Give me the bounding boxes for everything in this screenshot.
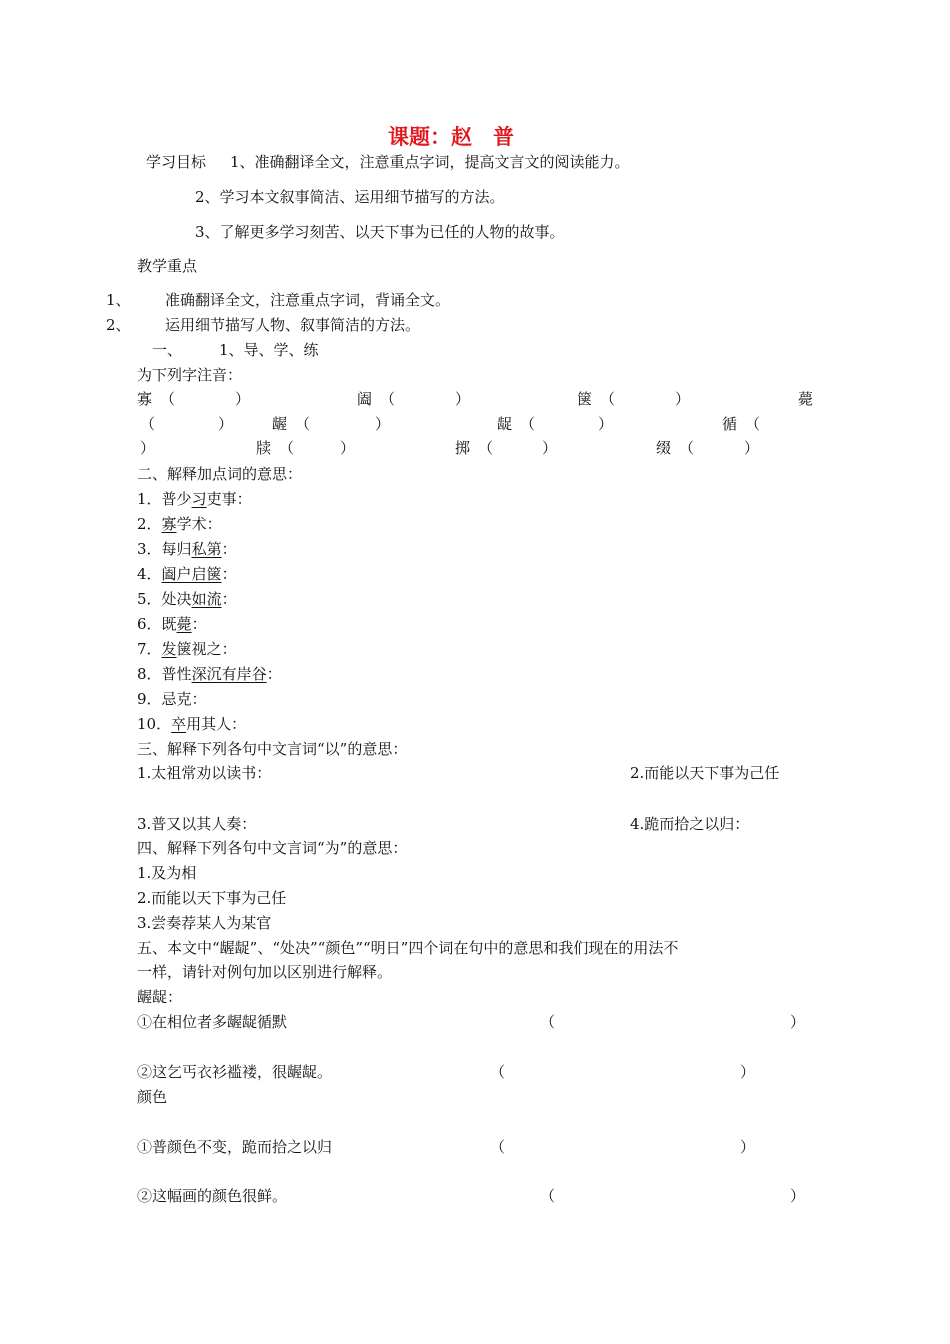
sec2-item: 9．忌克： bbox=[137, 690, 207, 708]
sec5-example: ①普颜色不变，跪而拾之以归 bbox=[137, 1138, 333, 1156]
sec3-item-4: 4.跪而拾之以归： bbox=[630, 815, 750, 833]
pinyin-rparen: ） bbox=[542, 439, 558, 457]
pinyin-char-gua: 寡 bbox=[137, 390, 153, 408]
pinyin-char-du: 牍 bbox=[256, 439, 272, 457]
sec4-item-1: 1.及为相 bbox=[137, 864, 197, 882]
sec3-heading: 三、解释下列各句中文言词“以”的意思： bbox=[137, 740, 408, 758]
answer-rparen: ） bbox=[740, 1138, 756, 1156]
focus-num-2: 2、 bbox=[106, 316, 131, 334]
pinyin-lparen: （ bbox=[520, 415, 536, 433]
pinyin-char-zhi: 掷 bbox=[455, 439, 471, 457]
pinyin-char-qie: 箧 bbox=[577, 390, 593, 408]
sec5-example: ①在相位者多龌龊循默 bbox=[137, 1013, 288, 1031]
focus-heading: 教学重点 bbox=[137, 257, 198, 275]
answer-lparen: （ bbox=[540, 1013, 556, 1031]
focus-num-1: 1、 bbox=[106, 291, 131, 309]
part1-title: 1、导、学、练 bbox=[219, 341, 319, 359]
pinyin-lparen: （ bbox=[478, 439, 494, 457]
sec5-word-yanse: 颜色 bbox=[137, 1088, 168, 1106]
focus-item-1: 准确翻译全文，注意重点字词，背诵全文。 bbox=[165, 291, 451, 309]
pinyin-lparen: （ bbox=[295, 415, 311, 433]
pinyin-rparen: ） bbox=[455, 390, 471, 408]
sec2-item: 2．寡学术： bbox=[137, 515, 222, 533]
sec2-item: 5．处决如流： bbox=[137, 590, 237, 608]
answer-rparen: ） bbox=[790, 1013, 806, 1031]
pinyin-char-zhui: 缀 bbox=[656, 439, 672, 457]
pinyin-rparen: ） bbox=[744, 439, 760, 457]
sec5-heading-line1: 五、本文中“龌龊”、“处决”“颜色”“明日”四个词在句中的意思和我们现在的用法不 bbox=[137, 939, 679, 957]
answer-lparen: （ bbox=[490, 1138, 506, 1156]
goal-item-3: 3、了解更多学习刻苦、以天下事为已任的人物的故事。 bbox=[195, 223, 565, 241]
sec2-item: 7．发箧视之： bbox=[137, 640, 237, 658]
pinyin-lparen: （ bbox=[140, 415, 156, 433]
sec5-example: ②这幅画的颜色很鲜。 bbox=[137, 1187, 288, 1205]
pinyin-char-xun: 循 bbox=[722, 415, 738, 433]
answer-lparen: （ bbox=[540, 1187, 556, 1205]
pinyin-rparen: ） bbox=[140, 439, 156, 457]
sec4-item-2: 2.而能以天下事为己任 bbox=[137, 889, 287, 907]
sec2-item: 4．阖户启箧： bbox=[137, 565, 237, 583]
pinyin-char-he: 阖 bbox=[357, 390, 373, 408]
sec5-heading-line2: 一样，请针对例句加以区别进行解释。 bbox=[137, 963, 393, 981]
answer-rparen: ） bbox=[790, 1187, 806, 1205]
goals-label: 学习目标 bbox=[146, 153, 207, 171]
answer-lparen: （ bbox=[490, 1063, 506, 1081]
sec2-item: 10．卒用其人： bbox=[137, 715, 247, 733]
pinyin-char-hong: 薨 bbox=[798, 390, 814, 408]
sec2-heading: 二、解释加点词的意思： bbox=[137, 465, 303, 483]
answer-rparen: ） bbox=[740, 1063, 756, 1081]
page-title: 课题：赵 普 bbox=[388, 125, 514, 149]
pinyin-rparen: ） bbox=[375, 415, 391, 433]
part1-num: 一、 bbox=[152, 341, 183, 359]
pinyin-lparen: （ bbox=[745, 415, 761, 433]
sec4-heading: 四、解释下列各句中文言词“为”的意思： bbox=[137, 839, 408, 857]
pinyin-lparen: （ bbox=[600, 390, 616, 408]
pinyin-lparen: （ bbox=[380, 390, 396, 408]
pinyin-rparen: ） bbox=[598, 415, 614, 433]
pinyin-rparen: ） bbox=[235, 390, 251, 408]
pinyin-lparen: （ bbox=[279, 439, 295, 457]
sec3-item-1: 1.太祖常劝以读书： bbox=[137, 764, 272, 782]
sec4-item-3: 3.尝奏荐某人为某官 bbox=[137, 914, 272, 932]
sec2-item: 1．普少习吏事： bbox=[137, 490, 252, 508]
pinyin-lparen: （ bbox=[679, 439, 695, 457]
pinyin-lparen: （ bbox=[160, 390, 176, 408]
sec5-word-wochuo: 龌龊： bbox=[137, 988, 183, 1006]
pinyin-rparen: ） bbox=[675, 390, 691, 408]
sec3-item-3: 3.普又以其人奏： bbox=[137, 815, 257, 833]
focus-item-2: 运用细节描写人物、叙事简洁的方法。 bbox=[165, 316, 421, 334]
pinyin-rparen: ） bbox=[218, 415, 234, 433]
sec2-item: 6．既薨： bbox=[137, 615, 207, 633]
pinyin-heading: 为下列字注音： bbox=[137, 366, 243, 384]
pinyin-rparen: ） bbox=[340, 439, 356, 457]
goal-item-1: 1、准确翻译全文，注意重点字词，提高文言文的阅读能力。 bbox=[230, 153, 630, 171]
sec2-item: 3．每归私第： bbox=[137, 540, 237, 558]
sec2-item: 8．普性深沉有岸谷： bbox=[137, 665, 282, 683]
sec3-item-2: 2.而能以天下事为己任 bbox=[630, 764, 780, 782]
pinyin-char-chuo: 龊 bbox=[497, 415, 513, 433]
pinyin-char-wo: 龌 bbox=[272, 415, 288, 433]
sec5-example: ②这乞丐衣衫褴褛，很龌龊。 bbox=[137, 1063, 333, 1081]
goal-item-2: 2、学习本文叙事简洁、运用细节描写的方法。 bbox=[195, 188, 505, 206]
